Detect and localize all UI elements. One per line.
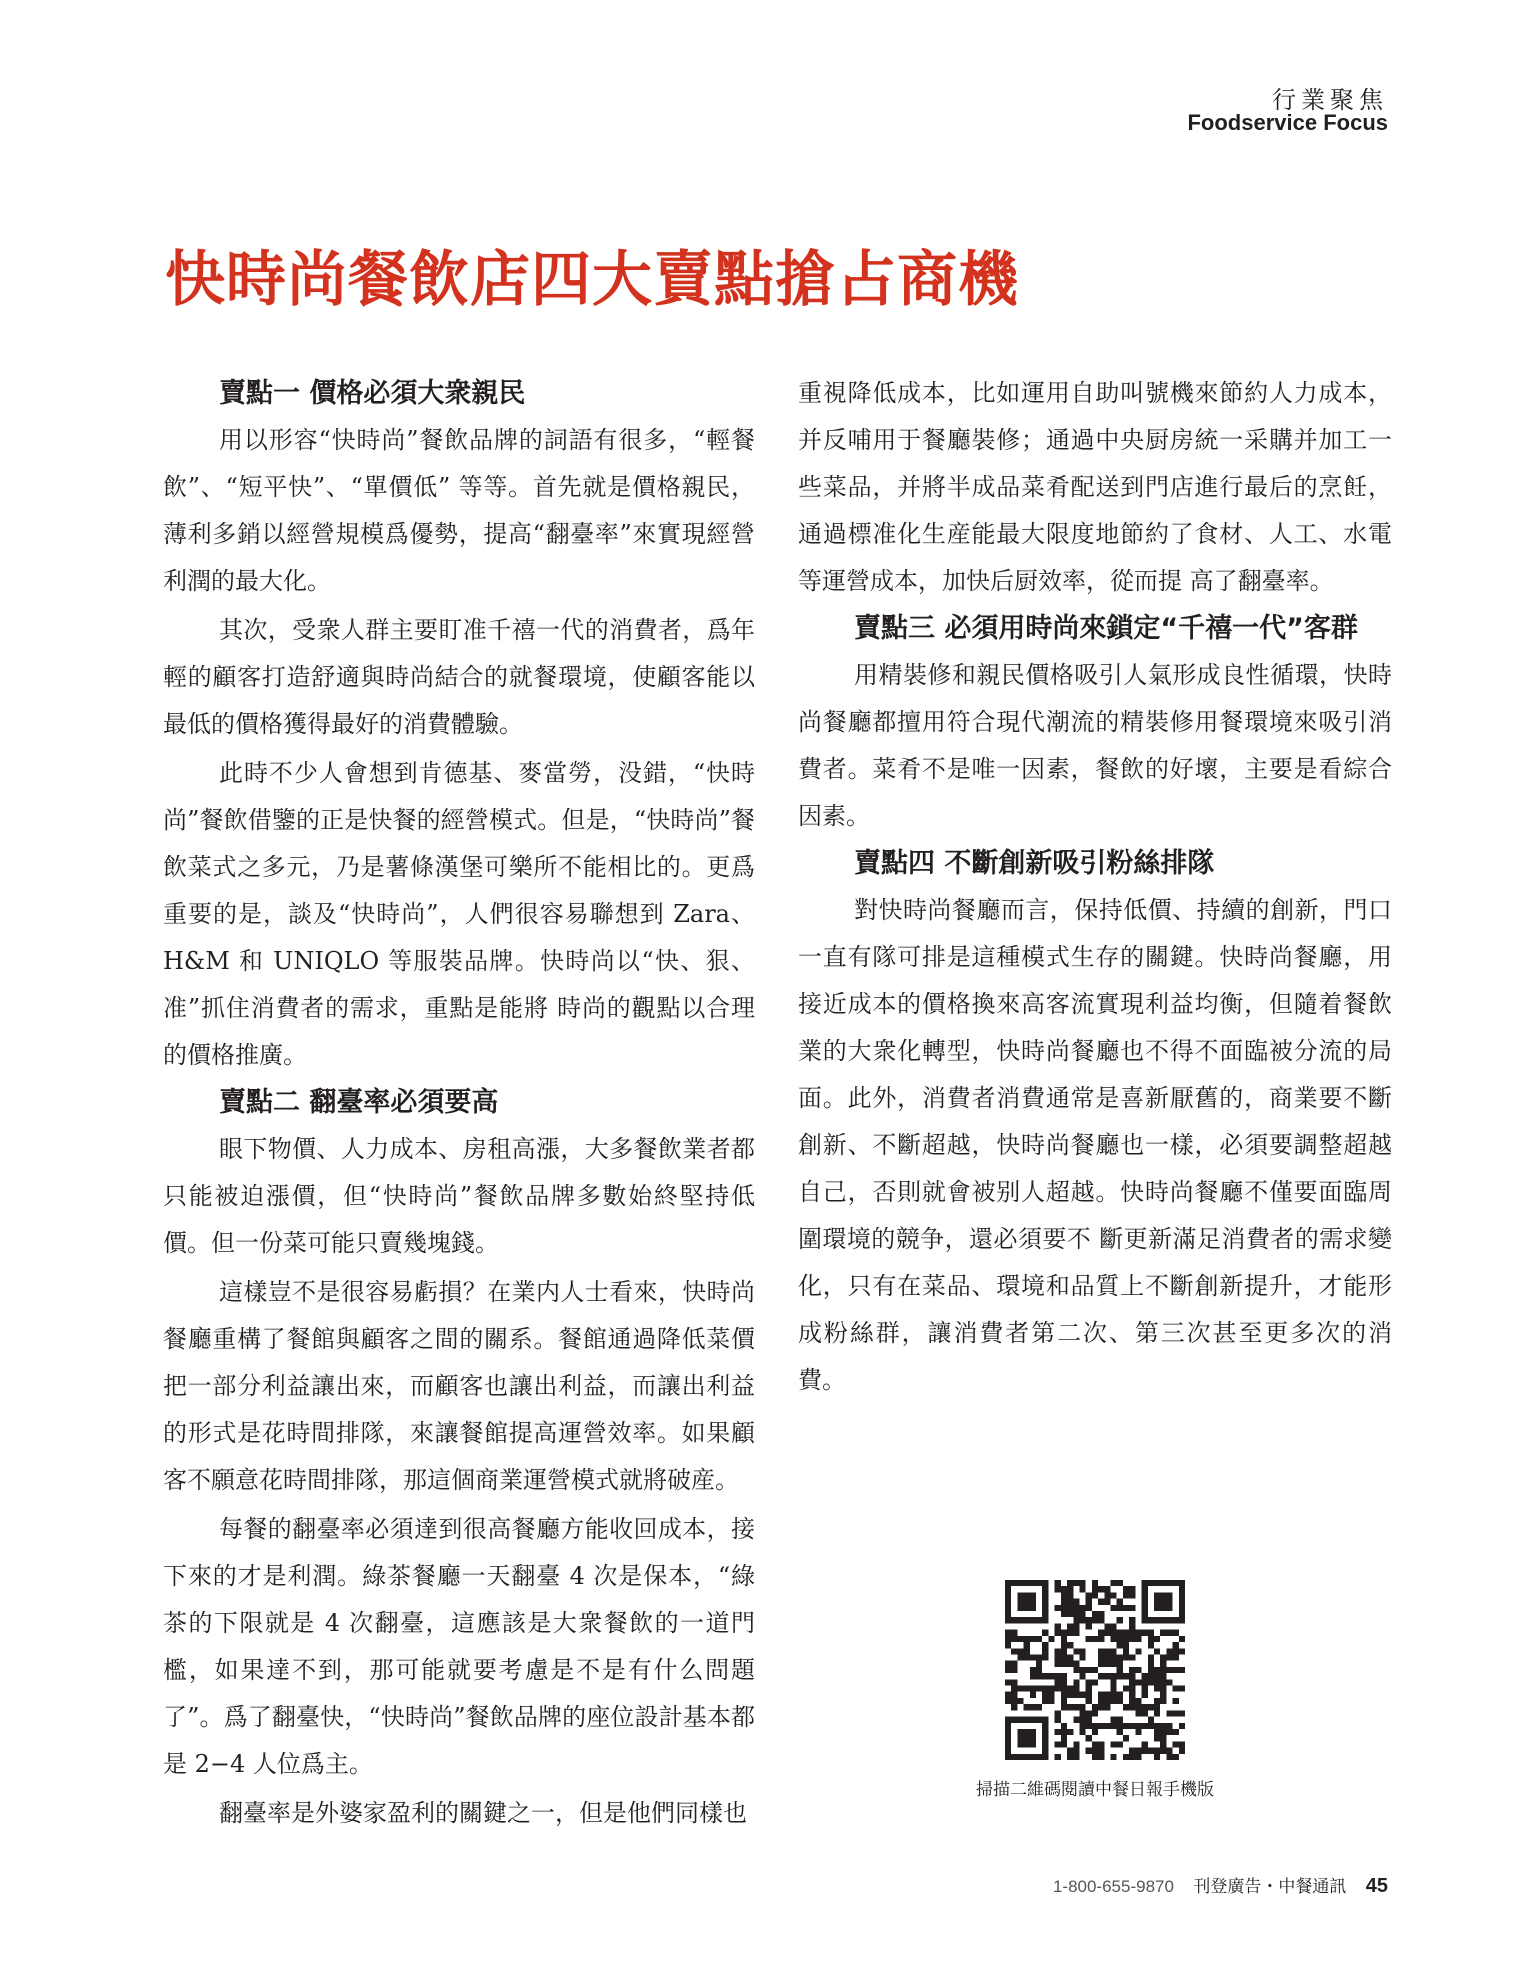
paragraph: 翻臺率是外婆家盈利的關鍵之一，但是他們同樣也 xyxy=(219,1799,747,1827)
footer-phone: 1-800-655-9870 xyxy=(1052,1877,1174,1896)
paragraph: 對快時尚餐廳而言，保持低價、持續的創新，門口一直有隊可排是這種模式生存的關鍵。快時尚餐廳，用接近成本的價格換來高客流實現利益均衡，但隨着餐飲業的大衆化轉型，快時尚餐廳也不得不面臨被分流的局面。此外，消費者消費通常是喜新厭舊的，商業要不斷創新、不斷超越，快時尚餐廳也一樣，必須要調整超越自己，否則就會被别人超越。快時尚餐廳不僅要面臨周圍環境的競争，還必須要不 斷更新滿足消費者的需求變化，只有在菜品、環境和品質上不斷創新提升，才能形成粉絲群，讓消費者第二次、第三次甚至更多次的消費。 xyxy=(798,896,1392,1394)
paragraph-continued: 重視降低成本，比如運用自助叫號機來節約人力成本，并反哺用于餐廳裝修；通過中央厨房統一采購并加工一些菜品，并將半成品菜肴配送到門店進行最后的烹飪，通過標准化生産能最大限度地節約了食材、人工、水電等運營成本，加快后厨效率，從而提 高了翻臺率。 xyxy=(798,379,1392,595)
right-column xyxy=(798,370,1392,1404)
article-title: 快時尚餐飲店四大賣點搶占商機 xyxy=(165,245,1019,315)
paragraph: 眼下物價、人力成本、房租高漲，大多餐飲業者都只能被迫漲價，但“快時尚”餐飲品牌多數始終堅持低價。但一份菜可能只賣幾塊錢。 xyxy=(163,1135,755,1257)
page-footer xyxy=(1053,1872,1388,1898)
paragraph: 用以形容“快時尚”餐飲品牌的詞語有很多，“輕餐飲”、“短平快”、“單價低” 等等。首先就是價格親民，薄利多銷以經營規模爲優勢，提高“翻臺率”來實現經營利潤的最大化。 xyxy=(163,426,755,595)
qr-caption: 掃描二維碼閱讀中餐日報手機版 xyxy=(976,1780,1214,1800)
page-number: 45 xyxy=(1365,1875,1388,1897)
qr-code-icon xyxy=(1005,1580,1185,1760)
footer-publication: 刊登廣告・中餐通訊 xyxy=(1193,1877,1347,1897)
section-heading-3: 賣點三 必須用時尚來鎖定“千禧一代”客群 xyxy=(854,613,1358,644)
paragraph: 其次，受衆人群主要盯准千禧一代的消費者，爲年輕的顧客打造舒適與時尚結合的就餐環境，使顧客能以最低的價格獲得最好的消費體驗。 xyxy=(163,616,755,738)
paragraph: 這樣豈不是很容易虧損？在業内人士看來，快時尚餐廳重構了餐館與顧客之間的關系。餐館通過降低菜價把一部分利益讓出來，而顧客也讓出利益，而讓出利益的形式是花時間排隊，來讓餐館提高運營效率。如果顧客不願意花時間排隊，那這個商業運營模式就將破産。 xyxy=(163,1278,755,1494)
qr-code[interactable] xyxy=(1005,1580,1185,1760)
section-heading-2: 賣點二 翻臺率必須要高 xyxy=(219,1087,499,1118)
left-column xyxy=(163,370,755,1837)
paragraph: 用精裝修和親民價格吸引人氣形成良性循環，快時尚餐廳都擅用符合現代潮流的精裝修用餐環境來吸引消費者。菜肴不是唯一因素，餐飲的好壞，主要是看綜合因素。 xyxy=(798,661,1392,830)
section-heading-1: 賣點一 價格必須大衆親民 xyxy=(219,378,526,409)
section-label-en: Foodservice Focus xyxy=(1187,110,1388,135)
section-label-zh: 行業聚焦 xyxy=(1272,86,1388,114)
paragraph: 每餐的翻臺率必須達到很高餐廳方能收回成本，接下來的才是利潤。綠茶餐廳一天翻臺 4 次是保本，“綠茶的下限就是 4 次翻臺，這應該是大衆餐飲的一道門檻，如果達不到，那可能就要考慮是不是有什么問題了”。爲了翻臺快，“快時尚”餐飲品牌的座位設計基本都是 2−4 人位爲主。 xyxy=(163,1515,755,1778)
section-heading-4: 賣點四 不斷創新吸引粉絲排隊 xyxy=(854,848,1215,879)
paragraph: 此時不少人會想到肯德基、麥當勞，没錯，“快時尚”餐飲借鑒的正是快餐的經營模式。但是，“快時尚”餐飲菜式之多元，乃是薯條漢堡可樂所不能相比的。更爲重要的是，談及“快時尚”，人們很容易聯想到 Zara、H&M 和 UNIQLO 等服裝品牌。快時尚以“快、狠、准”抓住消費者的需求，重點是能將 時尚的觀點以合理的價格推廣。 xyxy=(163,759,755,1069)
